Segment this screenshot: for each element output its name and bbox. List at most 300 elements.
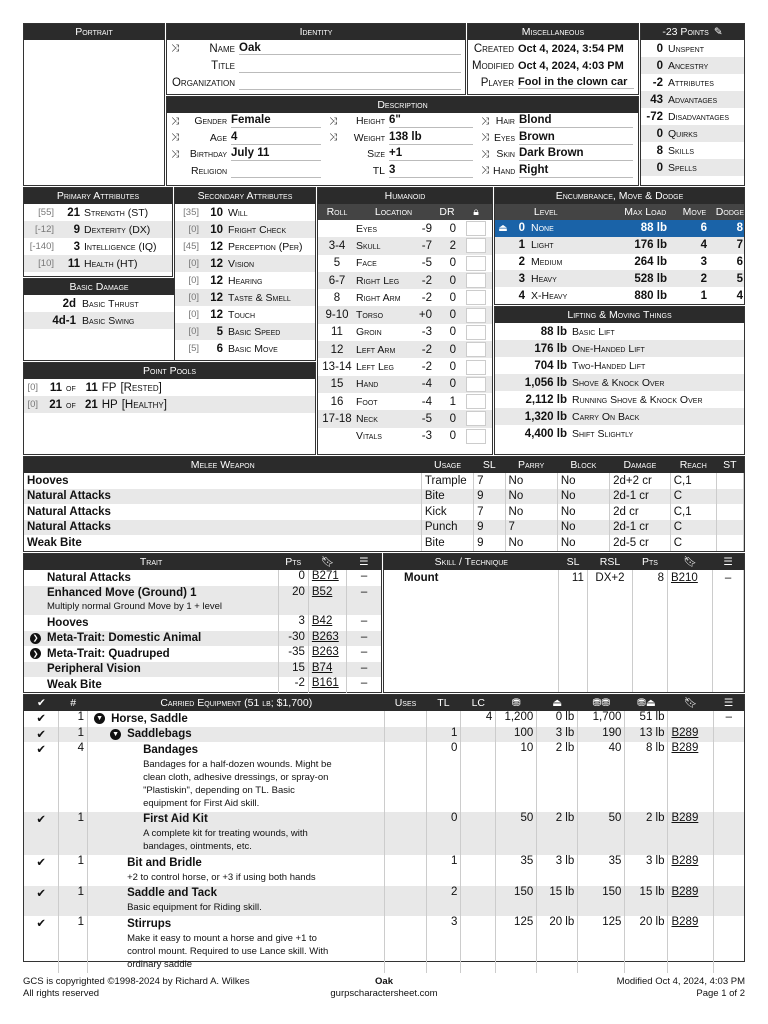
lift-row [495,374,744,391]
equipment-tl: 0 [426,812,461,856]
trait-cell [24,615,278,631]
description-field[interactable]: Right [519,164,633,178]
trait-reference-link[interactable]: B161 [308,677,346,693]
equipment-quantity: 1 [59,916,88,973]
equipment-row[interactable] [24,812,744,856]
description-field[interactable]: 3 [389,164,473,178]
description-field[interactable]: 6" [389,114,473,128]
collapse-icon[interactable]: ▼ [94,713,105,724]
lift-label: Shift Slightly [572,427,634,440]
skill-reference-link[interactable]: B210 [667,570,712,586]
trait-library: – [360,661,368,674]
page-number: Page 1 of 2 [696,988,745,999]
player-field[interactable]: Fool in the clown car [518,76,634,89]
weapon-name: Natural Attacks [24,520,421,536]
lift-label: Shove & Knock Over [572,376,665,389]
hit-location: Groin [356,326,382,339]
weapon-damage: 2d-1 cr [610,520,671,536]
randomize-icon[interactable]: ⤨ [329,115,337,127]
points-value: -72 [646,110,663,123]
hit-roll: 11 [331,326,343,339]
weapon-sl: 9 [474,489,505,505]
encumbrance-max-load: 264 lb [634,255,667,268]
attribute-value[interactable]: 10 [210,223,223,236]
footer-website-link[interactable]: gurpscharactersheet.com [330,988,438,999]
skills-panel [383,553,745,693]
trait-line [30,570,275,586]
weapon-sl: 9 [474,520,505,536]
equipment-extended-cost: 190 [578,727,625,743]
lifting-header: Lifting & Moving Things [495,307,744,323]
equipment-extended-weight: 15 lb [625,886,668,917]
description-label: Age [209,131,227,144]
skill-pts-column-header: Pts [642,556,658,568]
hit-notes-field[interactable] [466,273,486,288]
equip-library-icon: ☰ [723,697,734,709]
attribute-value[interactable]: 11 [67,257,80,270]
equipment-row[interactable] [24,727,744,743]
equipped-checkbox[interactable]: ✔ [24,727,59,743]
hit-penalty: -4 [421,395,432,408]
attribute-cost: [-12] [34,224,54,235]
equipment-extended-weight: 2 lb [625,812,668,856]
point-pools-header: Point Pools [24,363,315,379]
description-field[interactable]: 138 lb [389,131,473,145]
copyright-text: GCS is copyrighted ©1998-2024 by Richard A. Wilkes [23,976,250,987]
equipment-weight: 20 lb [537,916,578,973]
equipment-cost: 50 [496,812,537,856]
organization-field[interactable] [239,76,461,90]
hit-location-row [318,272,492,289]
secondary-attribute-row [175,323,315,340]
description-row [167,163,325,180]
equipment-extended-weight: 20 lb [625,916,668,973]
equipment-cost: 100 [496,727,537,743]
attribute-cost: [45] [183,241,199,252]
lift-row [495,340,744,357]
trait-pts-column-header: Pts [285,556,302,568]
hit-notes-field[interactable] [466,325,486,340]
trait-library: – [360,615,368,627]
equipment-extended-cost: 1,700 [578,711,625,727]
hit-notes-field[interactable] [466,360,486,375]
equipment-note: +2 to control horse, or +3 if using both hands [127,871,316,883]
description-field[interactable]: +1 [389,147,473,161]
equipment-library [713,742,744,812]
points-total: -23 Points [662,26,709,38]
equipment-tl: 0 [426,742,461,812]
description-row [477,130,637,147]
equipment-cell [88,916,385,973]
trait-points: 20 [278,586,308,616]
equipment-library [713,916,744,973]
trait-points: 15 [278,662,308,678]
primary-attribute-row [24,238,172,255]
hit-roll: 6-7 [328,274,346,287]
melee-row[interactable] [24,520,744,536]
expand-icon[interactable]: ❯ [30,633,41,644]
attribute-name: Hearing [228,274,263,287]
weapon-parry: No [505,489,557,505]
hit-roll: 15 [330,378,344,391]
hit-location: Left Arm [356,343,396,356]
description-label: Hand [493,164,516,177]
hit-dr: 0 [449,378,456,391]
description-field[interactable]: Brown [519,131,633,145]
dodge-column-header: Dodge [715,206,744,218]
equipment-reference-link[interactable]: B289 [668,742,713,812]
equipment-weight: 3 lb [537,727,578,743]
melee-row[interactable] [24,473,744,489]
lift-row [495,425,744,442]
equipment-reference-link[interactable]: B289 [668,855,713,886]
attribute-value[interactable]: 12 [210,308,223,321]
hit-notes-field[interactable] [466,221,486,236]
description-label: Hair [495,115,515,128]
points-label: Ancestry [668,59,709,72]
pool-current[interactable]: 11 [49,381,62,394]
trait-reference-link[interactable]: B42 [308,615,346,631]
name-field[interactable]: Oak [239,42,461,55]
attribute-value[interactable]: 12 [210,257,223,270]
equipment-row[interactable] [24,711,744,727]
melee-row[interactable] [24,489,744,505]
weapon-name: Natural Attacks [24,504,421,520]
equipment-cell [88,742,385,812]
randomize-icon[interactable]: ⤨ [481,115,489,127]
description-label: Eyes [493,131,515,144]
equipment-name: Bit and Bridle [127,856,202,869]
equipment-library: – [725,711,732,723]
equipment-row[interactable] [24,886,744,917]
equipment-uses [385,916,426,973]
encumbrance-max-load: 88 lb [640,222,667,235]
equipped-checkbox[interactable]: ✔ [24,916,59,973]
trait-row[interactable] [24,646,381,662]
description-row [325,113,477,130]
points-value: 0 [656,161,663,174]
equipped-checkbox[interactable]: ✔ [24,742,59,812]
collapse-icon[interactable]: ▼ [110,729,121,740]
skill-row[interactable] [384,570,744,586]
randomize-icon[interactable]: ⤨ [171,43,179,54]
attribute-value[interactable]: 9 [73,223,80,236]
weapon-parry: 7 [505,520,557,536]
attribute-value[interactable]: 5 [216,325,223,338]
secondary-attribute-row [175,221,315,238]
hit-penalty: -7 [421,239,432,252]
trait-line [30,615,275,631]
randomize-icon[interactable]: ⤨ [171,132,179,144]
points-row [641,74,744,91]
trait-row[interactable] [24,662,381,678]
equipment-quantity: 1 [59,711,88,727]
hit-notes-field[interactable] [466,308,486,323]
points-row [641,40,744,57]
points-label: Quirks [668,127,698,140]
hit-dr: 0 [449,326,456,339]
equipment-row[interactable] [24,742,744,812]
equipment-weight: 0 lb [537,711,578,727]
equipment-note: Make it easy to mount a horse and give +1 to control mount. Required to use Lance skill. With ordinary saddle [127,932,329,970]
description-row [325,146,477,163]
roll-column-header: Roll [326,206,348,218]
trait-reference-link[interactable]: B271 [308,570,346,586]
edit-icon[interactable]: ✎ [713,26,723,38]
attribute-cost: [0] [188,309,199,320]
equipment-reference-link[interactable] [668,711,713,727]
attribute-cost: [55] [38,207,54,218]
attribute-name: Basic Speed [228,325,281,338]
hit-penalty: -2 [421,343,432,356]
trait-reference-link[interactable]: B263 [308,631,346,647]
attribute-value[interactable]: 3 [73,240,80,253]
encumbrance-row[interactable] [495,254,744,271]
points-row [641,142,744,159]
skill-sl: 11 [559,570,588,586]
description-field[interactable]: Blond [519,114,633,128]
encumbrance-row[interactable] [495,237,744,254]
equipment-line [110,886,381,902]
damage-row [24,295,174,312]
attribute-name: Will [228,206,248,219]
trait-row[interactable] [24,615,381,631]
trait-row[interactable] [24,586,381,616]
encumbrance-number: 2 [518,255,525,268]
attribute-name: Fright Check [228,223,287,236]
equipment-extended-weight: 3 lb [625,855,668,886]
points-row [641,159,744,176]
equipment-reference-link[interactable]: B289 [668,727,713,743]
trait-name: Meta-Trait: Domestic Animal [47,632,202,645]
hit-location: Eyes [356,222,378,235]
equipment-note: Basic equipment for Riding skill. [127,902,262,913]
secondary-attributes-panel [174,187,316,361]
equipment-row[interactable] [24,855,744,886]
description-field[interactable]: Female [231,114,321,128]
equipment-note: A complete kit for treating wounds, with bandages, ointments, etc. [143,828,308,852]
player-label: Player [480,76,514,89]
equipped-checkbox[interactable]: ✔ [24,812,59,856]
hit-notes-field[interactable] [466,411,486,426]
equipment-reference-link[interactable]: B289 [668,812,713,856]
hit-penalty: -9 [421,222,432,235]
attribute-name: Touch [228,308,256,321]
hit-notes-field[interactable] [466,394,486,409]
hit-notes-field[interactable] [466,377,486,392]
encumbrance-dodge: 6 [736,255,743,268]
encumbrance-level: Heavy [531,272,557,285]
weapon-sl: 9 [474,535,505,551]
attribute-value[interactable]: 21 [67,206,80,219]
encumbrance-row[interactable] [495,220,744,237]
equipped-checkbox[interactable]: ✔ [24,711,59,727]
hit-location-row [318,289,492,306]
skill-filler-cell [384,586,559,692]
lift-label: Two-Handed Lift [572,359,646,372]
attribute-cost: [0] [188,258,199,269]
encumbrance-move: 6 [700,222,707,235]
secondary-attribute-row [175,272,315,289]
hit-location: Neck [356,412,378,425]
trait-cell [24,570,278,586]
equipment-extended-cost: 35 [578,855,625,886]
pool-of: of [66,398,76,411]
description-label: Weight [353,131,385,144]
skill-filler-cell [633,586,668,692]
primary-attribute-row [24,255,172,272]
randomize-icon[interactable]: ⤨ [481,148,489,160]
equipment-uses [385,886,426,917]
hit-roll: 9-10 [325,309,349,322]
hit-location-row [318,255,492,272]
hit-location-row [318,393,492,410]
equipment-cost: 10 [496,742,537,812]
attribute-cost: [0] [188,292,199,303]
hit-dr: 0 [449,291,456,304]
attribute-value[interactable]: 12 [210,240,223,253]
randomize-icon[interactable]: ⤨ [171,148,179,160]
footer-character-name: Oak [375,976,393,987]
equipment-name: Bandages [143,743,199,756]
encumbrance-max-load: 528 lb [634,272,667,285]
equipped-checkbox[interactable]: ✔ [24,855,59,886]
hit-notes-field[interactable] [466,429,486,444]
secondary-attribute-row [175,340,315,357]
parry-column-header: Parry [518,459,545,471]
trait-library: – [360,570,368,582]
points-label: Skills [668,144,695,157]
randomize-icon[interactable]: ⤨ [481,165,489,177]
location-column-header: Location [374,206,413,218]
footer-right [617,976,745,1000]
secondary-attribute-row [175,306,315,323]
lift-value: 1,056 lb [524,376,567,389]
equipment-name: Horse, Saddle [111,712,188,725]
trait-reference-link[interactable]: B74 [308,662,346,678]
hit-notes-field[interactable] [466,290,486,305]
points-row [641,125,744,142]
reference-icon: 🔖︎ [320,556,335,568]
equipment-note: Bandages for a half-dozen wounds. Might be clean cloth, adhesive dressings, or spray-on "Plastiskin", depending on TL. Basic equipment for First Aid skill. [143,758,332,809]
description-label: TL [372,164,385,177]
points-row [641,108,744,125]
equipment-line [126,742,381,758]
hit-penalty: -5 [421,257,432,270]
trait-name: Meta-Trait: Quadruped [47,647,170,660]
uses-column-header: Uses [394,697,417,709]
equipment-cell [88,727,385,743]
description-field[interactable]: July 11 [231,147,321,161]
misc-panel [467,23,639,95]
description-row [477,146,637,163]
trait-reference-link[interactable]: B263 [308,646,346,662]
equipment-quantity: 1 [59,812,88,856]
max-load-column-header: Max Load [624,206,667,218]
description-row [477,163,637,180]
equipped-checkbox[interactable]: ✔ [24,886,59,917]
hit-dr: 2 [449,239,456,252]
lift-row [495,323,744,340]
encumbrance-number: 4 [518,289,525,302]
encumbrance-row[interactable] [495,270,744,287]
weapon-st [716,489,743,505]
randomize-icon[interactable]: ⤨ [171,115,179,127]
pool-max[interactable]: 11 [85,381,98,394]
hit-notes-field[interactable] [466,238,486,253]
equipment-row[interactable] [24,916,744,973]
encumbrance-move: 4 [700,239,707,252]
weapon-reach: C [670,489,716,505]
trait-reference-link[interactable]: B52 [308,586,346,616]
equipment-lc [461,916,496,973]
damage-column-header: Damage [623,459,657,471]
hit-location: Right Leg [356,274,400,287]
trait-row[interactable] [24,631,381,647]
weapon-st [716,473,743,489]
skill-library: – [713,570,744,586]
description-field[interactable]: 4 [231,131,321,145]
st-column-header: ST [723,459,737,471]
encumbrance-row[interactable] [495,287,744,304]
hit-penalty: -2 [421,291,432,304]
created-label: Created [473,42,514,55]
attribute-value[interactable]: 12 [210,291,223,304]
description-field[interactable] [231,164,321,178]
encumbrance-level: Light [531,239,554,252]
weapon-name: Hooves [24,473,421,489]
hit-location-row [318,341,492,358]
skill-filler-cell [587,586,632,692]
expand-icon[interactable]: ❯ [30,648,41,659]
skill-filler-cell [713,586,744,692]
trait-row[interactable] [24,677,381,693]
equipment-reference-link[interactable]: B289 [668,886,713,917]
weapon-reach: C [670,520,716,536]
randomize-icon[interactable]: ⤨ [329,132,337,144]
melee-row[interactable] [24,504,744,520]
attribute-value[interactable]: 6 [216,342,223,355]
description-row [167,146,325,163]
hit-location: Foot [356,395,378,408]
hit-location: Face [356,257,377,270]
equipment-uses [385,742,426,812]
equipment-reference-link[interactable]: B289 [668,916,713,973]
title-field[interactable] [239,59,461,73]
lift-value: 176 lb [534,342,567,355]
traits-panel [23,553,382,693]
attribute-name: Strength (ST) [84,206,149,219]
description-label: Birthday [189,148,227,161]
equipment-extended-cost: 50 [578,812,625,856]
pool-max[interactable]: 21 [84,398,98,411]
attribute-value[interactable]: 12 [210,274,223,287]
trait-name: Peripheral Vision [47,663,141,676]
hit-notes-field[interactable] [466,256,486,271]
secondary-attribute-row [175,255,315,272]
melee-row[interactable] [24,535,744,551]
equipment-uses [385,711,426,727]
description-field[interactable]: Dark Brown [519,147,633,161]
trait-name: Enhanced Move (Ground) 1 [47,587,197,600]
randomize-icon[interactable]: ⤨ [481,132,489,144]
description-label: Height [356,115,385,128]
identity-panel [166,23,466,95]
trait-row[interactable] [24,570,381,586]
pool-current[interactable]: 21 [49,398,62,411]
hit-notes-field[interactable] [466,342,486,357]
attribute-value[interactable]: 10 [210,206,223,219]
